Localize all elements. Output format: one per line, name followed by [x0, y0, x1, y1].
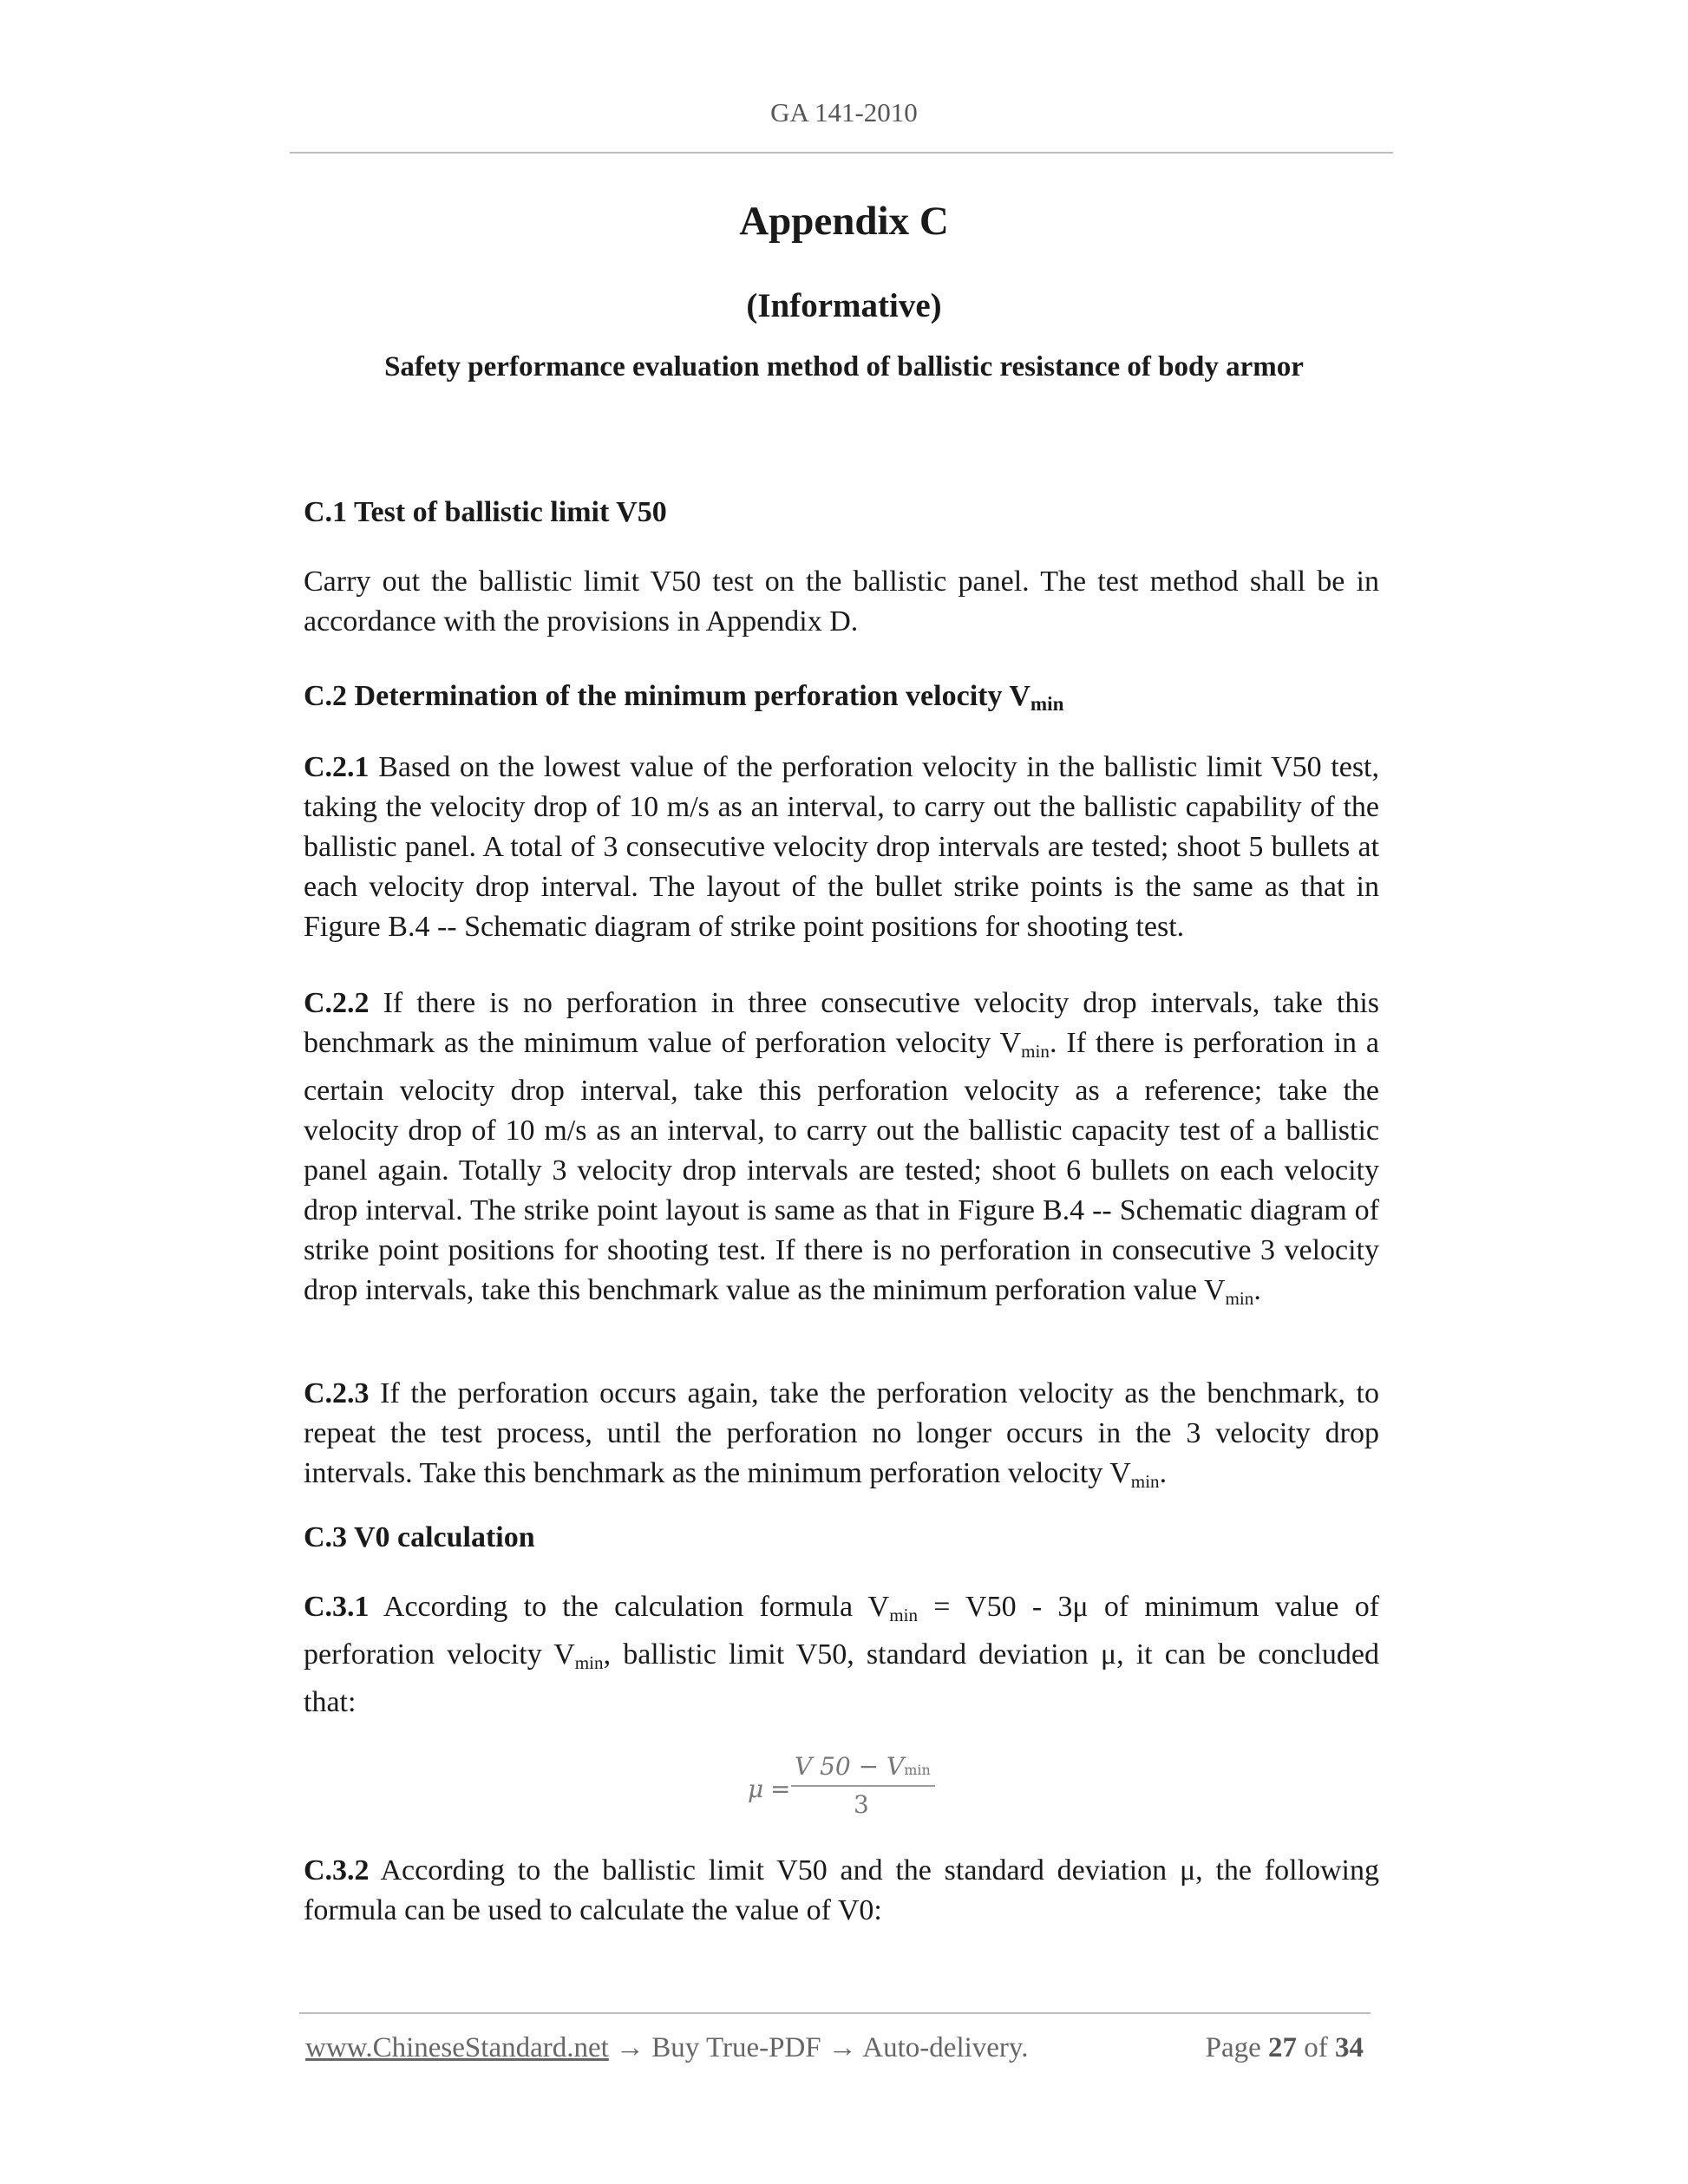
clause-c22-paragraph	[304, 984, 1379, 1318]
subscript-min: min	[574, 1651, 604, 1673]
formula-numerator-text: V 50 − V	[795, 1752, 905, 1781]
clause-c32-paragraph	[304, 1851, 1379, 1931]
subscript-min: min	[1130, 1470, 1160, 1492]
clause-text: If there is no perforation in three consecutive velocity drop intervals, take this benchmark as the minimum value of perforation velocity V	[304, 987, 1379, 1059]
page-label: Page	[1205, 2032, 1261, 2063]
formula-denominator: 3	[854, 1790, 869, 1819]
clause-c21-paragraph	[304, 748, 1379, 947]
section-c2-heading	[304, 677, 1379, 724]
clause-text: . If there is perforation in a certain velocity drop interval, take this perforation velocity as a reference; take the velocity drop of 10 m/s as an interval, to carry out the ballistic capacity test of a ballistic panel again. Totally 3 velocity drop intervals are tested; shoot 6 bullets on each velocity drop interval. The strike point layout is same as that in Figure B.4 -- Schematic diagram of strike point positions for shooting test. If there is no perforation in consecutive 3 velocity drop intervals, take this benchmark value as the minimum perforation value V	[304, 1027, 1379, 1306]
clause-text: If the perforation occurs again, take the perforation velocity as the benchmark, to repeat the test process, until the perforation no longer occurs in the 3 velocity drop intervals. Take this benchmark as the minimum perforation velocity V	[304, 1377, 1379, 1489]
clause-text: .	[1159, 1457, 1168, 1489]
clause-number: C.2.1	[304, 751, 370, 783]
website-link[interactable]: www.ChineseStandard.net	[305, 2032, 609, 2063]
clause-text: .	[1253, 1273, 1261, 1306]
footer-tagline: → Buy True-PDF → Auto-delivery.	[608, 2032, 1029, 2063]
page-number: 27	[1268, 2032, 1297, 2063]
subscript-min: min	[1030, 692, 1064, 716]
footer-divider	[299, 2012, 1371, 2014]
appendix-subtitle: Safety performance evaluation method of ballistic resistance of body armor	[384, 351, 1304, 383]
clause-text: According to the ballistic limit V50 and the standard deviation μ, the following formula can be used to calculate the value of V0:	[304, 1854, 1379, 1926]
section-c2-heading-text: C.2 Determination of the minimum perforation velocity V	[304, 680, 1030, 712]
formula-numerator	[795, 1752, 931, 1781]
of-label: of	[1304, 2032, 1328, 2063]
clause-text: According to the calculation formula V	[369, 1591, 890, 1623]
formula-equals: =	[770, 1775, 791, 1803]
formula-fraction-bar	[791, 1785, 935, 1787]
subscript-min: min	[1021, 1040, 1050, 1062]
section-c1-heading: C.1 Test of ballistic limit V50	[304, 496, 667, 528]
formula-mu-symbol: μ	[748, 1775, 764, 1803]
std-deviation-formula	[748, 1752, 956, 1821]
document-code-header: GA 141-2010	[770, 97, 918, 128]
total-pages: 34	[1335, 2032, 1364, 2063]
clause-number: C.3.2	[304, 1854, 370, 1886]
subscript-min: min	[1225, 1287, 1254, 1309]
clause-c31-paragraph	[304, 1587, 1379, 1723]
subscript-min: min	[889, 1604, 919, 1625]
informative-label: (Informative)	[746, 287, 942, 324]
clause-number: C.2.2	[304, 987, 370, 1019]
clause-text: = V50 - 3μ of minimum value of perforation velocity V	[304, 1591, 1380, 1671]
clause-number: C.2.3	[304, 1377, 370, 1409]
clause-text: , ballistic limit V50, standard deviation μ, it can be concluded that:	[304, 1638, 1379, 1718]
section-c1-paragraph: Carry out the ballistic limit V50 test on the ballistic panel. The test method shall be in accordance with the provisions in Appendix D.	[304, 566, 1379, 638]
page-indicator	[1206, 2032, 1364, 2064]
header-divider	[290, 152, 1393, 154]
appendix-title: Appendix C	[739, 199, 949, 244]
page-footer	[305, 2032, 1371, 2064]
formula-subscript-min: min	[904, 1762, 931, 1778]
clause-c23-paragraph	[304, 1374, 1379, 1501]
clause-text: Based on the lowest value of the perforation velocity in the ballistic limit V50 test, taking the velocity drop of 10 m/s as an interval, to carry out the ballistic capability of the ballistic panel. A total of 3 consecutive velocity drop intervals are tested; shoot 5 bullets at each velocity drop interval. The layout of the bullet strike points is the same as that in Figure B.4 -- Schematic diagram of strike point positions for shooting test.	[304, 751, 1379, 943]
section-c3-heading: C.3 V0 calculation	[304, 1521, 535, 1553]
clause-number: C.3.1	[304, 1591, 370, 1623]
